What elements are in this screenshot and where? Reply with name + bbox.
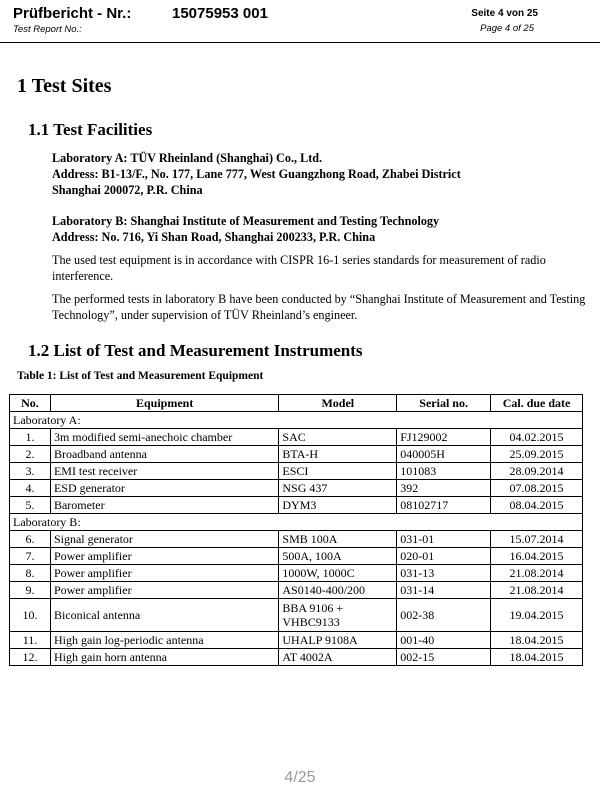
cell-no: 3. <box>10 463 51 480</box>
cell-equipment: High gain log-periodic antenna <box>50 632 278 649</box>
report-title-de: Prüfbericht - Nr.: <box>13 5 132 22</box>
cell-equipment: Barometer <box>50 497 278 514</box>
column-header-no: No. <box>10 395 51 412</box>
section-heading-instruments: 1.2 List of Test and Measurement Instruments <box>28 341 363 360</box>
table-row <box>10 446 583 463</box>
cell-serial: 031-01 <box>397 531 491 548</box>
cell-no: 10. <box>10 599 51 632</box>
column-header-serial: Serial no. <box>397 395 491 412</box>
cell-model: DYM3 <box>279 497 397 514</box>
cell-cal-due: 18.04.2015 <box>491 649 583 666</box>
cell-model: BTA-H <box>279 446 397 463</box>
table-row <box>10 582 583 599</box>
cell-model: SMB 100A <box>279 531 397 548</box>
laboratory-b-name: Laboratory B: Shanghai Institute of Measurement and Testing Technology <box>52 214 440 228</box>
cell-cal-due: 18.04.2015 <box>491 632 583 649</box>
column-header-model: Model <box>279 395 397 412</box>
group-row-laboratory-b <box>10 514 583 531</box>
cell-serial: 002-15 <box>397 649 491 666</box>
cell-no: 11. <box>10 632 51 649</box>
cell-cal-due: 16.04.2015 <box>491 548 583 565</box>
cell-cal-due: 04.02.2015 <box>491 429 583 446</box>
cell-serial: 002-38 <box>397 599 491 632</box>
cell-equipment: Biconical antenna <box>50 599 278 632</box>
column-header-cal-due: Cal. due date <box>491 395 583 412</box>
table-row <box>10 497 583 514</box>
cell-model: SAC <box>279 429 397 446</box>
section-heading-test-sites: 1 Test Sites <box>17 75 112 97</box>
cell-model: AT 4002A <box>279 649 397 666</box>
cell-serial: 020-01 <box>397 548 491 565</box>
laboratory-b-block <box>52 213 592 245</box>
table-row <box>10 531 583 548</box>
cell-serial: 031-13 <box>397 565 491 582</box>
cell-model: 1000W, 1000C <box>279 565 397 582</box>
cell-equipment: Power amplifier <box>50 565 278 582</box>
cell-cal-due: 08.04.2015 <box>491 497 583 514</box>
table-row <box>10 480 583 497</box>
cell-no: 7. <box>10 548 51 565</box>
report-title-en: Test Report No.: <box>13 24 82 35</box>
cell-cal-due: 15.07.2014 <box>491 531 583 548</box>
cell-no: 9. <box>10 582 51 599</box>
cell-model: 500A, 100A <box>279 548 397 565</box>
viewer-page-indicator: 4/25 <box>284 769 316 786</box>
cell-equipment: EMI test receiver <box>50 463 278 480</box>
cell-cal-due: 21.08.2014 <box>491 582 583 599</box>
table-row <box>10 463 583 480</box>
cell-serial: 040005H <box>397 446 491 463</box>
table-caption: Table 1: List of Test and Measurement Equipment <box>17 370 264 382</box>
cell-equipment: Power amplifier <box>50 582 278 599</box>
cell-model: AS0140-400/200 <box>279 582 397 599</box>
section-heading-test-facilities: 1.1 Test Facilities <box>28 120 153 139</box>
cell-no: 6. <box>10 531 51 548</box>
cell-equipment: Broadband antenna <box>50 446 278 463</box>
cell-model: UHALP 9108A <box>279 632 397 649</box>
cell-equipment: Power amplifier <box>50 548 278 565</box>
cell-serial: 001-40 <box>397 632 491 649</box>
table-header-row <box>10 395 583 412</box>
laboratory-b-address: Address: No. 716, Yi Shan Road, Shanghai 200233, P.R. China <box>52 230 376 244</box>
cell-serial: FJ129002 <box>397 429 491 446</box>
equipment-table <box>9 394 583 666</box>
cell-cal-due: 28.09.2014 <box>491 463 583 480</box>
cell-equipment: 3m modified semi-anechoic chamber <box>50 429 278 446</box>
group-row-laboratory-a <box>10 412 583 429</box>
cell-no: 8. <box>10 565 51 582</box>
cell-serial: 392 <box>397 480 491 497</box>
table-row <box>10 429 583 446</box>
cell-model: ESCI <box>279 463 397 480</box>
table-row <box>10 565 583 582</box>
performed-tests-paragraph: The performed tests in laboratory B have been conducted by “Shanghai Institute of Measurement and Testing Technology”, under supervision of TÜV Rheinland’s engineer. <box>52 292 586 322</box>
cell-cal-due: 07.08.2015 <box>491 480 583 497</box>
cell-cal-due: 25.09.2015 <box>491 446 583 463</box>
laboratory-a-name: Laboratory A: TÜV Rheinland (Shanghai) Co., Ltd. <box>52 151 323 165</box>
table-row <box>10 599 583 632</box>
cell-no: 2. <box>10 446 51 463</box>
cell-serial: 031-14 <box>397 582 491 599</box>
page-label-de: Seite 4 von 25 <box>471 8 538 19</box>
cell-equipment: Signal generator <box>50 531 278 548</box>
page-label-en: Page 4 of 25 <box>480 23 534 34</box>
group-label: Laboratory B: <box>10 514 583 531</box>
column-header-equipment: Equipment <box>50 395 278 412</box>
laboratory-a-block <box>52 150 592 198</box>
group-label: Laboratory A: <box>10 412 583 429</box>
table-row <box>10 649 583 666</box>
cell-serial: 101083 <box>397 463 491 480</box>
cell-equipment: ESD generator <box>50 480 278 497</box>
page-header <box>0 0 600 43</box>
report-number: 15075953 001 <box>172 5 268 22</box>
cell-no: 12. <box>10 649 51 666</box>
table-row <box>10 632 583 649</box>
cell-model: BBA 9106 + VHBC9133 <box>279 599 397 632</box>
table-row <box>10 548 583 565</box>
laboratory-a-city: Shanghai 200072, P.R. China <box>52 183 203 197</box>
cell-model: NSG 437 <box>279 480 397 497</box>
cell-no: 5. <box>10 497 51 514</box>
cell-no: 4. <box>10 480 51 497</box>
used-equipment-paragraph: The used test equipment is in accordance with CISPR 16-1 series standards for measurement of radio interference. <box>52 253 546 283</box>
cell-no: 1. <box>10 429 51 446</box>
cell-cal-due: 21.08.2014 <box>491 565 583 582</box>
laboratory-a-address: Address: B1-13/F., No. 177, Lane 777, West Guangzhong Road, Zhabei District <box>52 167 461 181</box>
cell-serial: 08102717 <box>397 497 491 514</box>
cell-cal-due: 19.04.2015 <box>491 599 583 632</box>
cell-equipment: High gain horn antenna <box>50 649 278 666</box>
